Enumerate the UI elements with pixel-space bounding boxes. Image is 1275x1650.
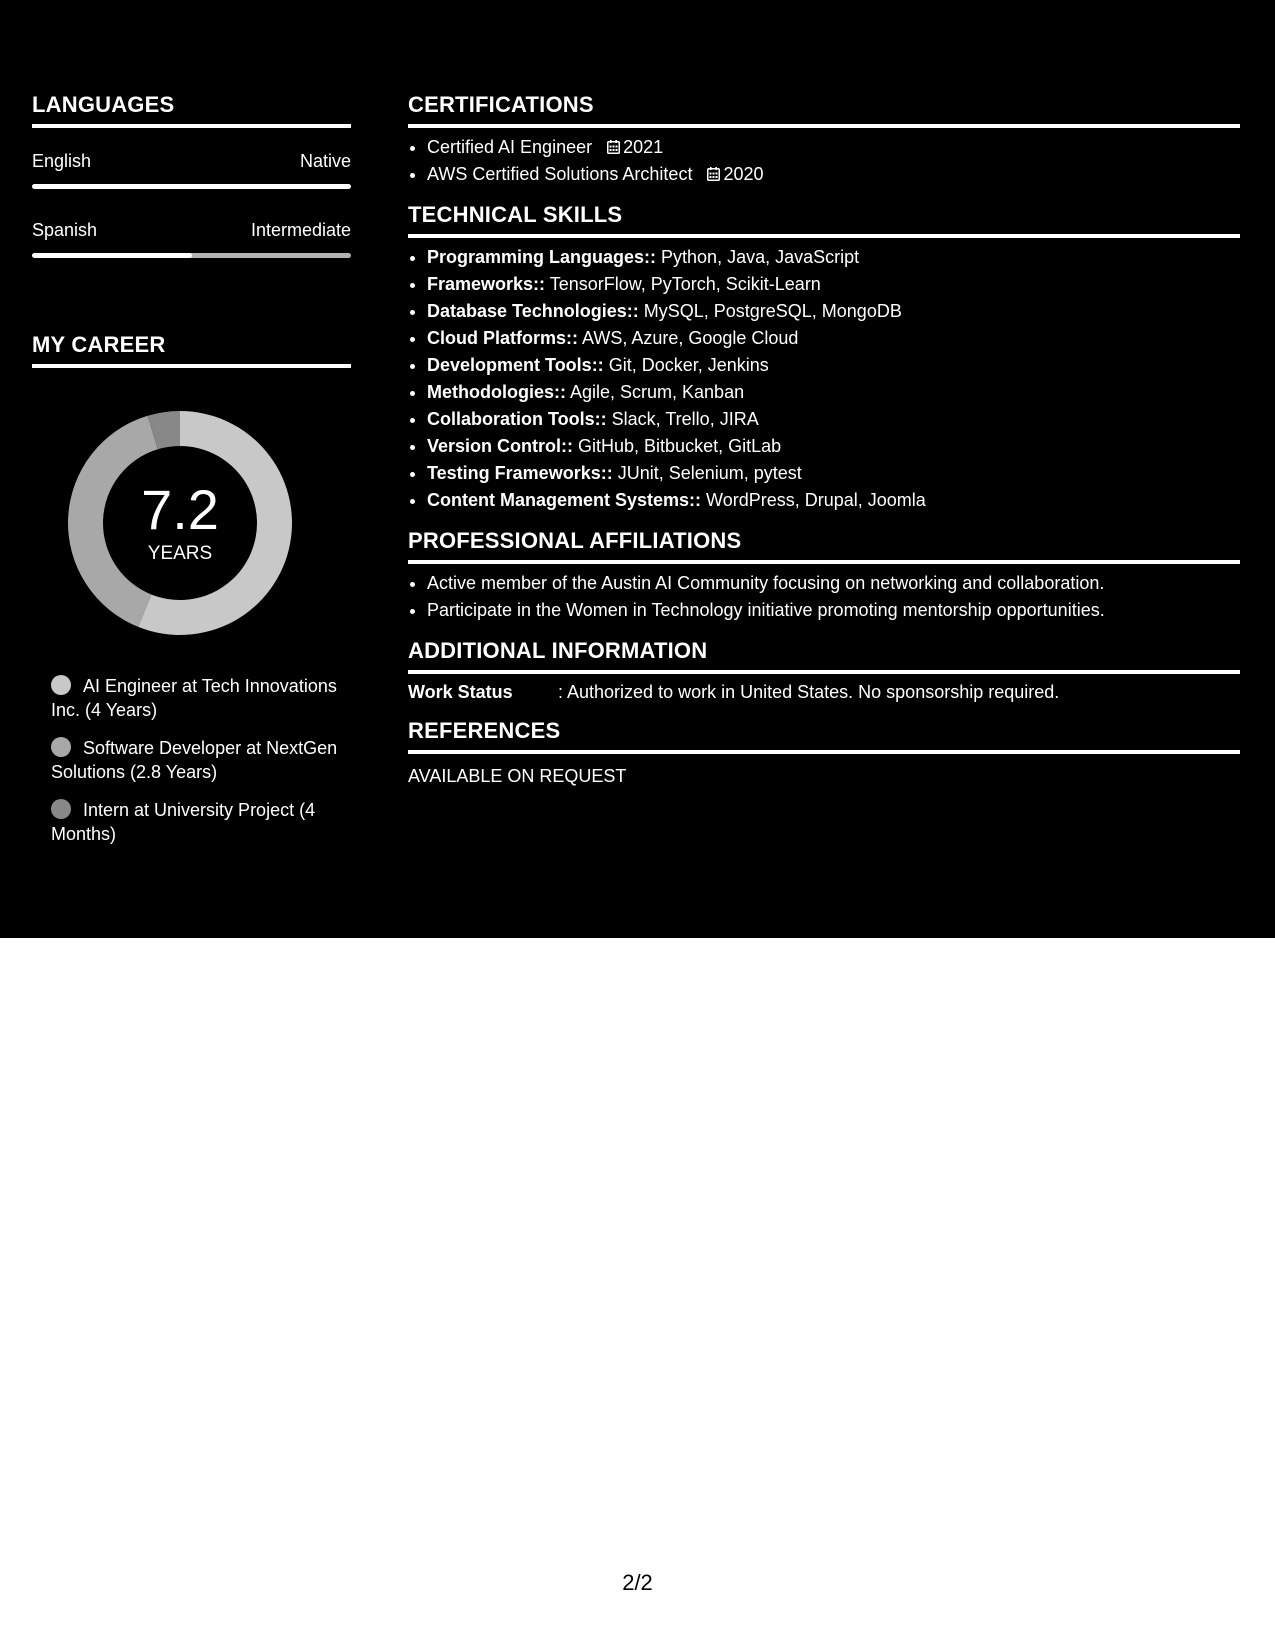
affiliations-list (408, 570, 1240, 624)
skill-category: Database Technologies:: (427, 301, 639, 321)
languages-title: LANGUAGES (32, 92, 351, 128)
affiliations-title: PROFESSIONAL AFFILIATIONS (408, 528, 1240, 564)
skill-values: TensorFlow, PyTorch, Scikit-Learn (545, 274, 821, 294)
calendar-icon (607, 140, 620, 154)
skill-values: JUnit, Selenium, pytest (612, 463, 802, 483)
skill-values: Agile, Scrum, Kanban (565, 382, 745, 402)
left-column (32, 92, 351, 860)
calendar-icon (707, 167, 720, 181)
references-title: REFERENCES (408, 718, 1240, 754)
certification-item (427, 134, 1240, 161)
language-proficiency-fill (32, 184, 351, 189)
career-title: MY CAREER (32, 332, 351, 368)
skill-values: Git, Docker, Jenkins (603, 355, 769, 375)
affiliation-item: • Participate in the Women in Technology initiative promoting mentorship opportunities. (427, 597, 1240, 624)
work-status-value: : Authorized to work in United States. No sponsorship required. (558, 682, 1060, 702)
references-text: AVAILABLE ON REQUEST (408, 766, 627, 786)
skill-values: Python, Java, JavaScript (656, 247, 860, 267)
career-legend-dot (51, 737, 71, 757)
language-proficiency-bar (32, 184, 351, 189)
career-role-label: Intern at University Project (4 Months) (51, 800, 316, 844)
additional-info-title: ADDITIONAL INFORMATION (408, 638, 1240, 674)
skill-item (427, 379, 1240, 406)
career-legend-item (51, 736, 351, 784)
skill-item (427, 325, 1240, 352)
career-donut-chart (65, 408, 295, 638)
language-name: English (32, 151, 92, 171)
technical-skills-section (408, 202, 1240, 514)
career-role-label: AI Engineer at Tech Innovations Inc. (4 Years) (51, 676, 337, 720)
certification-year: 2020 (723, 164, 764, 184)
career-legend-dot (51, 799, 71, 819)
work-status-row (408, 680, 1240, 704)
language-proficiency-fill (32, 253, 192, 258)
skill-values: MySQL, PostgreSQL, MongoDB (638, 301, 902, 321)
affiliations-section (408, 528, 1240, 624)
skill-category: Testing Frameworks:: (427, 463, 613, 483)
skill-values: AWS, Azure, Google Cloud (578, 328, 799, 348)
skill-category: Cloud Platforms:: (427, 328, 578, 348)
language-level: Native (299, 151, 351, 171)
work-status-key: Work Status (408, 682, 513, 702)
skill-item (427, 271, 1240, 298)
skill-item (427, 460, 1240, 487)
certification-name: Certified AI Engineer (427, 137, 593, 157)
certification-name: AWS Certified Solutions Architect (427, 164, 693, 184)
language-level: Intermediate (250, 220, 351, 240)
language-item (32, 219, 351, 258)
career-total-unit: YEARS (147, 543, 213, 564)
career-legend-item (51, 674, 351, 722)
skill-values: WordPress, Drupal, Joomla (701, 490, 926, 510)
right-column (408, 92, 1240, 788)
career-total-value: 7.2 (141, 478, 219, 541)
references-section (408, 718, 1240, 788)
certification-year: 2021 (623, 137, 664, 157)
career-role-label: Software Developer at NextGen Solutions (2.8 Years) (51, 738, 338, 782)
additional-info-section (408, 638, 1240, 704)
skill-values: Slack, Trello, JIRA (606, 409, 759, 429)
certifications-section (408, 92, 1240, 188)
technical-skills-title: TECHNICAL SKILLS (408, 202, 1240, 238)
skill-category: Development Tools:: (427, 355, 604, 375)
technical-skills-list (408, 244, 1240, 514)
language-name: Spanish (32, 220, 98, 240)
skill-category: Frameworks:: (427, 274, 546, 294)
page-number: 2/2 (622, 1570, 653, 1595)
skill-item (427, 298, 1240, 325)
skill-item (427, 433, 1240, 460)
skill-category: Content Management Systems:: (427, 490, 702, 510)
skill-item (427, 244, 1240, 271)
language-item (32, 150, 351, 189)
career-section (32, 332, 351, 846)
skill-item (427, 487, 1240, 514)
skill-category: Programming Languages:: (427, 247, 657, 267)
certifications-title: CERTIFICATIONS (408, 92, 1240, 128)
skill-values: GitHub, Bitbucket, GitLab (573, 436, 782, 456)
certifications-list (408, 134, 1240, 188)
affiliation-item: • Active member of the Austin AI Community focusing on networking and collaboration. (427, 570, 1240, 597)
skill-item (427, 406, 1240, 433)
skill-category: Methodologies:: (427, 382, 566, 402)
skill-category: Collaboration Tools:: (427, 409, 607, 429)
certification-item (427, 161, 1240, 188)
career-legend (51, 674, 351, 846)
language-proficiency-bar (32, 253, 351, 258)
skill-item (427, 352, 1240, 379)
career-legend-dot (51, 675, 71, 695)
career-legend-item (51, 798, 351, 846)
languages-section (32, 92, 351, 258)
skill-category: Version Control:: (427, 436, 574, 456)
